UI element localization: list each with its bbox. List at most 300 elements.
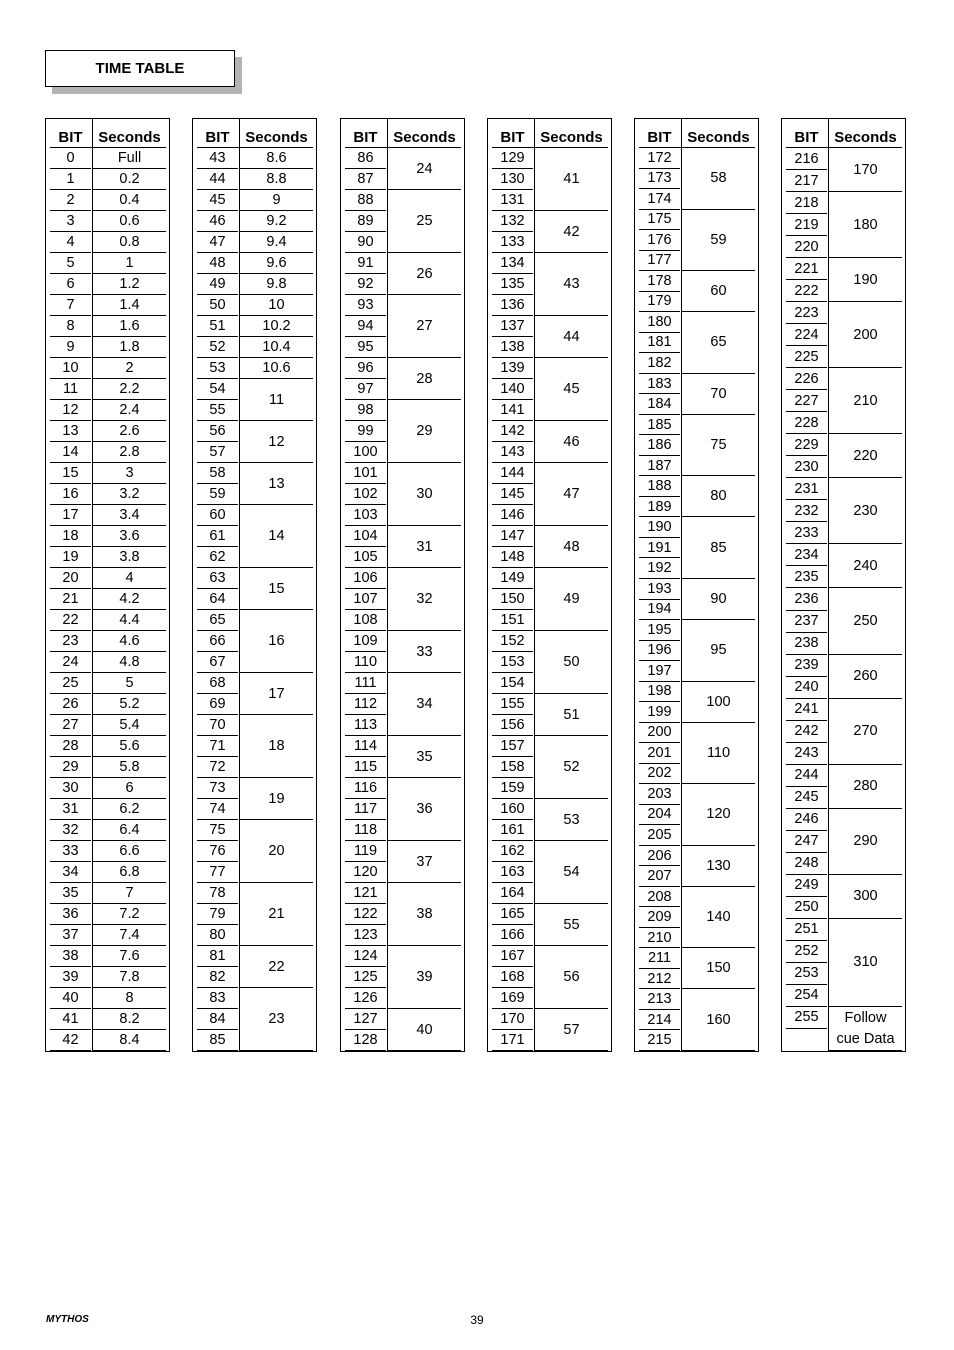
bit-cell: 19 (62, 549, 79, 565)
header-seconds: Seconds (393, 129, 456, 146)
bit-cell: 237 (794, 613, 819, 629)
bit-cell: 168 (500, 969, 525, 985)
seconds-cell: 310 (853, 954, 878, 971)
bit-cell: 253 (794, 965, 819, 982)
bit-cell: 153 (500, 654, 525, 670)
seconds-cell: 75 (710, 437, 727, 454)
seconds-cell: 290 (853, 833, 878, 850)
bit-cell: 233 (794, 524, 819, 541)
bit-cell: 52 (209, 339, 226, 355)
seconds-cell: 34 (416, 696, 433, 712)
bit-cell: 231 (794, 480, 819, 497)
bit-cell: 33 (62, 843, 79, 859)
bit-cell: 250 (794, 899, 819, 916)
seconds-cell: 3.8 (119, 549, 140, 565)
bit-cell: 136 (500, 297, 525, 313)
seconds-cell: 3.6 (119, 528, 140, 544)
bit-cell: 246 (794, 811, 819, 828)
seconds-cell: 95 (710, 642, 727, 659)
seconds-cell: 60 (710, 283, 727, 300)
bit-cell: 12 (62, 402, 79, 418)
seconds-cell: Follow cue Data (836, 1009, 895, 1047)
seconds-cell: 28 (416, 370, 433, 387)
bit-cell: 227 (794, 392, 819, 409)
bit-cell: 10 (62, 360, 79, 376)
bit-cell: 108 (353, 612, 378, 628)
seconds-cell: 46 (563, 433, 580, 450)
seconds-cell (829, 1051, 902, 1095)
page-number: 39 (470, 1313, 484, 1327)
bit-cell: 36 (62, 906, 79, 922)
seconds-cell: 8.8 (266, 171, 287, 187)
bit-cell: 11 (62, 381, 79, 397)
bit-cell: 205 (647, 827, 672, 844)
seconds-cell: 49 (563, 591, 580, 607)
bit-cell: 126 (353, 990, 378, 1006)
bit-cell: 130 (500, 171, 525, 187)
bit-cell: 114 (353, 738, 378, 754)
seconds-cell: 4.6 (119, 633, 140, 649)
bit-cell: 152 (500, 633, 525, 649)
bit-cell: 69 (209, 696, 226, 712)
seconds-cell: 280 (853, 778, 878, 795)
bit-cell: 1 (66, 171, 75, 187)
bit-cell: 107 (353, 591, 378, 607)
seconds-cell: 170 (853, 161, 878, 178)
bit-cell: 226 (794, 370, 819, 387)
bit-cell: 112 (353, 696, 378, 712)
bit-cell: 164 (500, 885, 525, 901)
seconds-cell: 180 (853, 216, 878, 233)
bit-cell: 16 (62, 486, 79, 502)
bit-cell: 213 (647, 991, 672, 1008)
bit-cell: 221 (794, 260, 819, 277)
header-seconds: Seconds (98, 129, 161, 146)
bit-cell: 121 (353, 885, 378, 901)
time-table-5 (634, 118, 759, 1052)
bit-cell: 9 (66, 339, 75, 355)
bit-cell: 200 (647, 724, 672, 741)
seconds-cell: 3.2 (119, 486, 140, 502)
bit-cell: 135 (500, 276, 525, 292)
seconds-cell: 16 (268, 633, 285, 649)
seconds-cell: 58 (710, 170, 727, 187)
bit-cell: 160 (500, 801, 525, 817)
bit-cell: 40 (62, 990, 79, 1006)
seconds-cell: 11 (268, 391, 285, 408)
bit-cell: 206 (647, 847, 672, 864)
bit-cell: 119 (353, 843, 378, 859)
bit-cell: 174 (647, 190, 672, 207)
bit-cell: 75 (209, 822, 226, 838)
bit-cell: 73 (209, 780, 226, 796)
seconds-cell: 39 (416, 969, 433, 985)
seconds-cell: 44 (563, 328, 580, 345)
bit-cell: 128 (353, 1032, 378, 1048)
bit-cell: 165 (500, 906, 525, 922)
seconds-cell: 250 (853, 613, 878, 630)
bit-cell: 5 (66, 255, 75, 271)
seconds-cell: 210 (853, 392, 878, 409)
seconds-cell: 22 (268, 958, 285, 975)
bit-cell: 211 (647, 950, 672, 967)
bit-cell: 77 (209, 864, 226, 880)
seconds-cell: 80 (710, 488, 727, 505)
bit-cell: 42 (62, 1032, 79, 1048)
bit-cell: 188 (647, 478, 672, 495)
bit-cell: 166 (500, 927, 525, 943)
seconds-cell: 23 (268, 1011, 285, 1027)
seconds-cell: 2 (125, 360, 134, 376)
bit-cell: 173 (647, 170, 672, 187)
bit-cell: 234 (794, 546, 819, 563)
bit-cell: 131 (500, 192, 525, 208)
bit-row-rule (197, 1050, 238, 1051)
bit-cell: 100 (353, 444, 378, 460)
bit-cell: 98 (357, 402, 374, 418)
bit-cell: 197 (647, 662, 672, 679)
bit-cell: 216 (794, 150, 819, 167)
seconds-cell: 32 (416, 591, 433, 607)
bit-cell: 44 (209, 171, 226, 187)
bit-cell: 155 (500, 696, 525, 712)
seconds-cell: 24 (416, 160, 433, 177)
bit-cell: 55 (209, 402, 226, 418)
bit-cell: 203 (647, 785, 672, 802)
bit-cell: 182 (647, 354, 672, 371)
bit-cell: 97 (357, 381, 374, 397)
seconds-cell: 26 (416, 265, 433, 282)
time-table-4 (487, 118, 612, 1052)
bit-cell: 96 (357, 360, 374, 376)
bit-cell: 143 (500, 444, 525, 460)
seconds-cell: 7.8 (119, 969, 140, 985)
seconds-cell: 2.2 (119, 381, 140, 397)
seconds-cell: 12 (268, 433, 285, 450)
bit-cell: 230 (794, 458, 819, 475)
bit-cell: 66 (209, 633, 226, 649)
bit-cell: 18 (62, 528, 79, 544)
seconds-cell: 51 (563, 706, 580, 723)
bit-cell: 242 (794, 723, 819, 740)
bit-cell: 67 (209, 654, 226, 670)
bit-cell: 132 (500, 213, 525, 229)
bit-cell: 103 (353, 507, 378, 523)
bit-cell: 171 (500, 1032, 525, 1048)
seconds-cell: 9.6 (266, 255, 287, 271)
seconds-cell: 14 (268, 528, 285, 544)
seconds-cell: 4.2 (119, 591, 140, 607)
seconds-cell: 85 (710, 539, 727, 556)
seconds-cell: 20 (268, 843, 285, 859)
bit-cell: 23 (62, 633, 79, 649)
bit-cell: 48 (209, 255, 226, 271)
bit-cell: 129 (500, 150, 525, 166)
seconds-cell: 8.2 (119, 1011, 140, 1027)
bit-cell: 159 (500, 780, 525, 796)
bit-cell: 93 (357, 297, 374, 313)
bit-cell: 95 (357, 339, 374, 355)
bit-cell: 208 (647, 888, 672, 905)
bit-cell: 137 (500, 318, 525, 334)
bit-cell: 140 (500, 381, 525, 397)
seconds-cell: 18 (268, 738, 285, 754)
bit-cell: 170 (500, 1011, 525, 1027)
seconds-cell: 17 (268, 685, 285, 702)
seconds-cell: 10.4 (262, 339, 291, 355)
bit-cell: 113 (353, 717, 378, 733)
bit-cell: 210 (647, 929, 672, 946)
seconds-cell: 55 (563, 916, 580, 933)
bit-row-rule (492, 1050, 533, 1051)
seconds-cell: 0.6 (119, 213, 140, 229)
seconds-cell: 4.4 (119, 612, 140, 628)
bit-cell: 220 (794, 238, 819, 255)
bit-cell: 87 (357, 171, 374, 187)
seconds-cell: 4.8 (119, 654, 140, 670)
bit-cell: 72 (209, 759, 226, 775)
seconds-cell: 57 (563, 1021, 580, 1038)
seconds-cell: 160 (706, 1011, 731, 1028)
seconds-cell: 5.4 (119, 717, 140, 733)
brand-logo-text: MYTHOS (46, 1314, 89, 1325)
seconds-cell: 45 (563, 381, 580, 397)
seconds-cell: 1.2 (119, 276, 140, 292)
seconds-cell: 8.4 (119, 1032, 140, 1048)
bit-cell: 149 (500, 570, 525, 586)
bit-cell: 251 (794, 921, 819, 938)
seconds-cell: 230 (853, 502, 878, 519)
seconds-cell: 240 (853, 557, 878, 574)
seconds-cell: 0.2 (119, 171, 140, 187)
bit-cell: 30 (62, 780, 79, 796)
bit-cell: 249 (794, 877, 819, 894)
bit-cell: 89 (357, 213, 374, 229)
bit-cell: 22 (62, 612, 79, 628)
seconds-cell: 10.6 (262, 360, 291, 376)
seconds-cell: 41 (563, 171, 580, 187)
bit-cell: 78 (209, 885, 226, 901)
bit-cell: 60 (209, 507, 226, 523)
bit-cell: 156 (500, 717, 525, 733)
bit-cell: 145 (500, 486, 525, 502)
seconds-cell: 8 (125, 990, 134, 1006)
bit-row-rule (50, 1050, 91, 1051)
bit-cell: 144 (500, 465, 525, 481)
bit-cell: 4 (66, 234, 75, 250)
seconds-cell: 260 (853, 668, 878, 685)
seconds-cell: 6.6 (119, 843, 140, 859)
seconds-cell: 21 (268, 906, 285, 922)
bit-cell: 101 (353, 465, 378, 481)
seconds-cell: 7.4 (119, 927, 140, 943)
header-seconds: Seconds (245, 129, 308, 146)
seconds-cell: 6.2 (119, 801, 140, 817)
seconds-cell: 1.8 (119, 339, 140, 355)
seconds-cell: 0.8 (119, 234, 140, 250)
bit-cell: 59 (209, 486, 226, 502)
header-seconds: Seconds (687, 129, 750, 146)
seconds-cell: 2.8 (119, 444, 140, 460)
bit-cell: 58 (209, 465, 226, 481)
bit-cell: 46 (209, 213, 226, 229)
seconds-cell: 15 (268, 580, 285, 597)
bit-cell: 199 (647, 703, 672, 720)
seconds-cell: 53 (563, 811, 580, 828)
bit-cell: 63 (209, 570, 226, 586)
time-table-1 (45, 118, 170, 1052)
seconds-cell: 270 (853, 723, 878, 740)
bit-cell: 79 (209, 906, 226, 922)
bit-cell: 167 (500, 948, 525, 964)
seconds-cell: 10 (268, 297, 285, 313)
bit-cell: 6 (66, 276, 75, 292)
seconds-cell: 7.2 (119, 906, 140, 922)
header-bit: BIT (500, 129, 525, 146)
seconds-cell: 19 (268, 790, 285, 807)
seconds-cell: 70 (710, 385, 727, 402)
bit-cell: 0 (66, 150, 75, 166)
bit-cell: 37 (62, 927, 79, 943)
seconds-cell: 13 (268, 475, 285, 492)
seconds-cell: 90 (710, 590, 727, 607)
bit-cell: 238 (794, 635, 819, 652)
bit-cell: 62 (209, 549, 226, 565)
bit-cell: 13 (62, 423, 79, 439)
seconds-cell: 30 (416, 486, 433, 502)
seconds-cell: 7.6 (119, 948, 140, 964)
seconds-cell: 52 (563, 759, 580, 775)
bit-cell: 51 (209, 318, 226, 334)
seconds-cell: 27 (416, 318, 433, 334)
bit-cell: 151 (500, 612, 525, 628)
bit-cell: 141 (500, 402, 525, 418)
seconds-cell: 42 (563, 223, 580, 240)
seconds-cell: 47 (563, 486, 580, 502)
seconds-cell: 59 (710, 231, 727, 248)
seconds-cell: 9.4 (266, 234, 287, 250)
bit-cell: 102 (353, 486, 378, 502)
seconds-cell: 0.4 (119, 192, 140, 208)
seconds-cell: 120 (706, 806, 731, 823)
bit-cell: 184 (647, 396, 672, 413)
bit-cell: 158 (500, 759, 525, 775)
bit-cell: 177 (647, 252, 672, 269)
bit-cell: 232 (794, 502, 819, 519)
seconds-cell: 38 (416, 906, 433, 922)
seconds-cell: 110 (706, 744, 731, 761)
seconds-cell: 5.6 (119, 738, 140, 754)
bit-cell: 139 (500, 360, 525, 376)
header-seconds: Seconds (540, 129, 603, 146)
seconds-cell: 150 (706, 960, 731, 977)
page-title: TIME TABLE (45, 50, 235, 87)
seconds-cell: 37 (416, 853, 433, 870)
bit-cell: 74 (209, 801, 226, 817)
bit-cell: 123 (353, 927, 378, 943)
seconds-cell: 40 (416, 1021, 433, 1038)
bit-cell: 47 (209, 234, 226, 250)
bit-cell: 240 (794, 679, 819, 696)
bit-cell: 254 (794, 987, 819, 1004)
bit-cell: 115 (353, 759, 378, 775)
seconds-cell: 50 (563, 654, 580, 670)
bit-cell: 84 (209, 1011, 226, 1027)
bit-cell: 169 (500, 990, 525, 1006)
bit-cell: 235 (794, 568, 819, 585)
bit-cell: 35 (62, 885, 79, 901)
bit-cell: 117 (353, 801, 378, 817)
bit-cell: 7 (66, 297, 75, 313)
header-bit: BIT (647, 129, 672, 146)
bit-cell: 196 (647, 642, 672, 659)
bit-cell: 198 (647, 683, 672, 700)
bit-cell: 80 (209, 927, 226, 943)
bit-cell: 175 (647, 211, 672, 228)
bit-cell: 94 (357, 318, 374, 334)
bit-cell: 236 (794, 590, 819, 607)
bit-cell: 124 (353, 948, 378, 964)
bit-cell: 162 (500, 843, 525, 859)
bit-cell: 248 (794, 855, 819, 872)
bit-cell: 133 (500, 234, 525, 250)
bit-cell: 202 (647, 765, 672, 782)
bit-cell: 212 (647, 970, 672, 987)
bit-cell: 90 (357, 234, 374, 250)
bit-cell: 116 (353, 780, 378, 796)
bit-cell: 45 (209, 192, 226, 208)
bit-cell: 247 (794, 833, 819, 850)
bit-cell: 8 (66, 318, 75, 334)
seconds-row-rule (682, 1050, 755, 1051)
bit-cell: 157 (500, 738, 525, 754)
bit-cell: 32 (62, 822, 79, 838)
bit-cell: 14 (62, 444, 79, 460)
bit-cell: 85 (209, 1032, 226, 1048)
seconds-cell: 300 (853, 888, 878, 905)
bit-cell: 34 (62, 864, 79, 880)
bit-cell: 71 (209, 738, 226, 754)
bit-cell: 172 (647, 149, 672, 166)
bit-cell: 64 (209, 591, 226, 607)
seconds-cell: 9.8 (266, 276, 287, 292)
bit-cell: 190 (647, 519, 672, 536)
bit-cell: 57 (209, 444, 226, 460)
seconds-cell: 65 (710, 334, 727, 351)
seconds-cell: 220 (853, 447, 878, 464)
bit-cell: 104 (353, 528, 378, 544)
bit-cell: 41 (62, 1011, 79, 1027)
seconds-cell: 190 (853, 271, 878, 288)
bit-cell: 82 (209, 969, 226, 985)
bit-cell: 91 (357, 255, 374, 271)
seconds-cell: 7 (125, 885, 134, 901)
bit-cell: 20 (62, 570, 79, 586)
bit-row-rule (639, 1050, 680, 1051)
bit-cell: 88 (357, 192, 374, 208)
bit-cell: 245 (794, 789, 819, 806)
header-bit: BIT (353, 129, 378, 146)
time-table-3 (340, 118, 465, 1052)
bit-cell: 31 (62, 801, 79, 817)
bit-cell: 148 (500, 549, 525, 565)
bit-cell: 106 (353, 570, 378, 586)
seconds-cell: 9 (272, 192, 281, 208)
bit-cell: 179 (647, 293, 672, 310)
bit-cell (786, 1029, 827, 1051)
bit-cell: 109 (353, 633, 378, 649)
bit-cell: 187 (647, 457, 672, 474)
